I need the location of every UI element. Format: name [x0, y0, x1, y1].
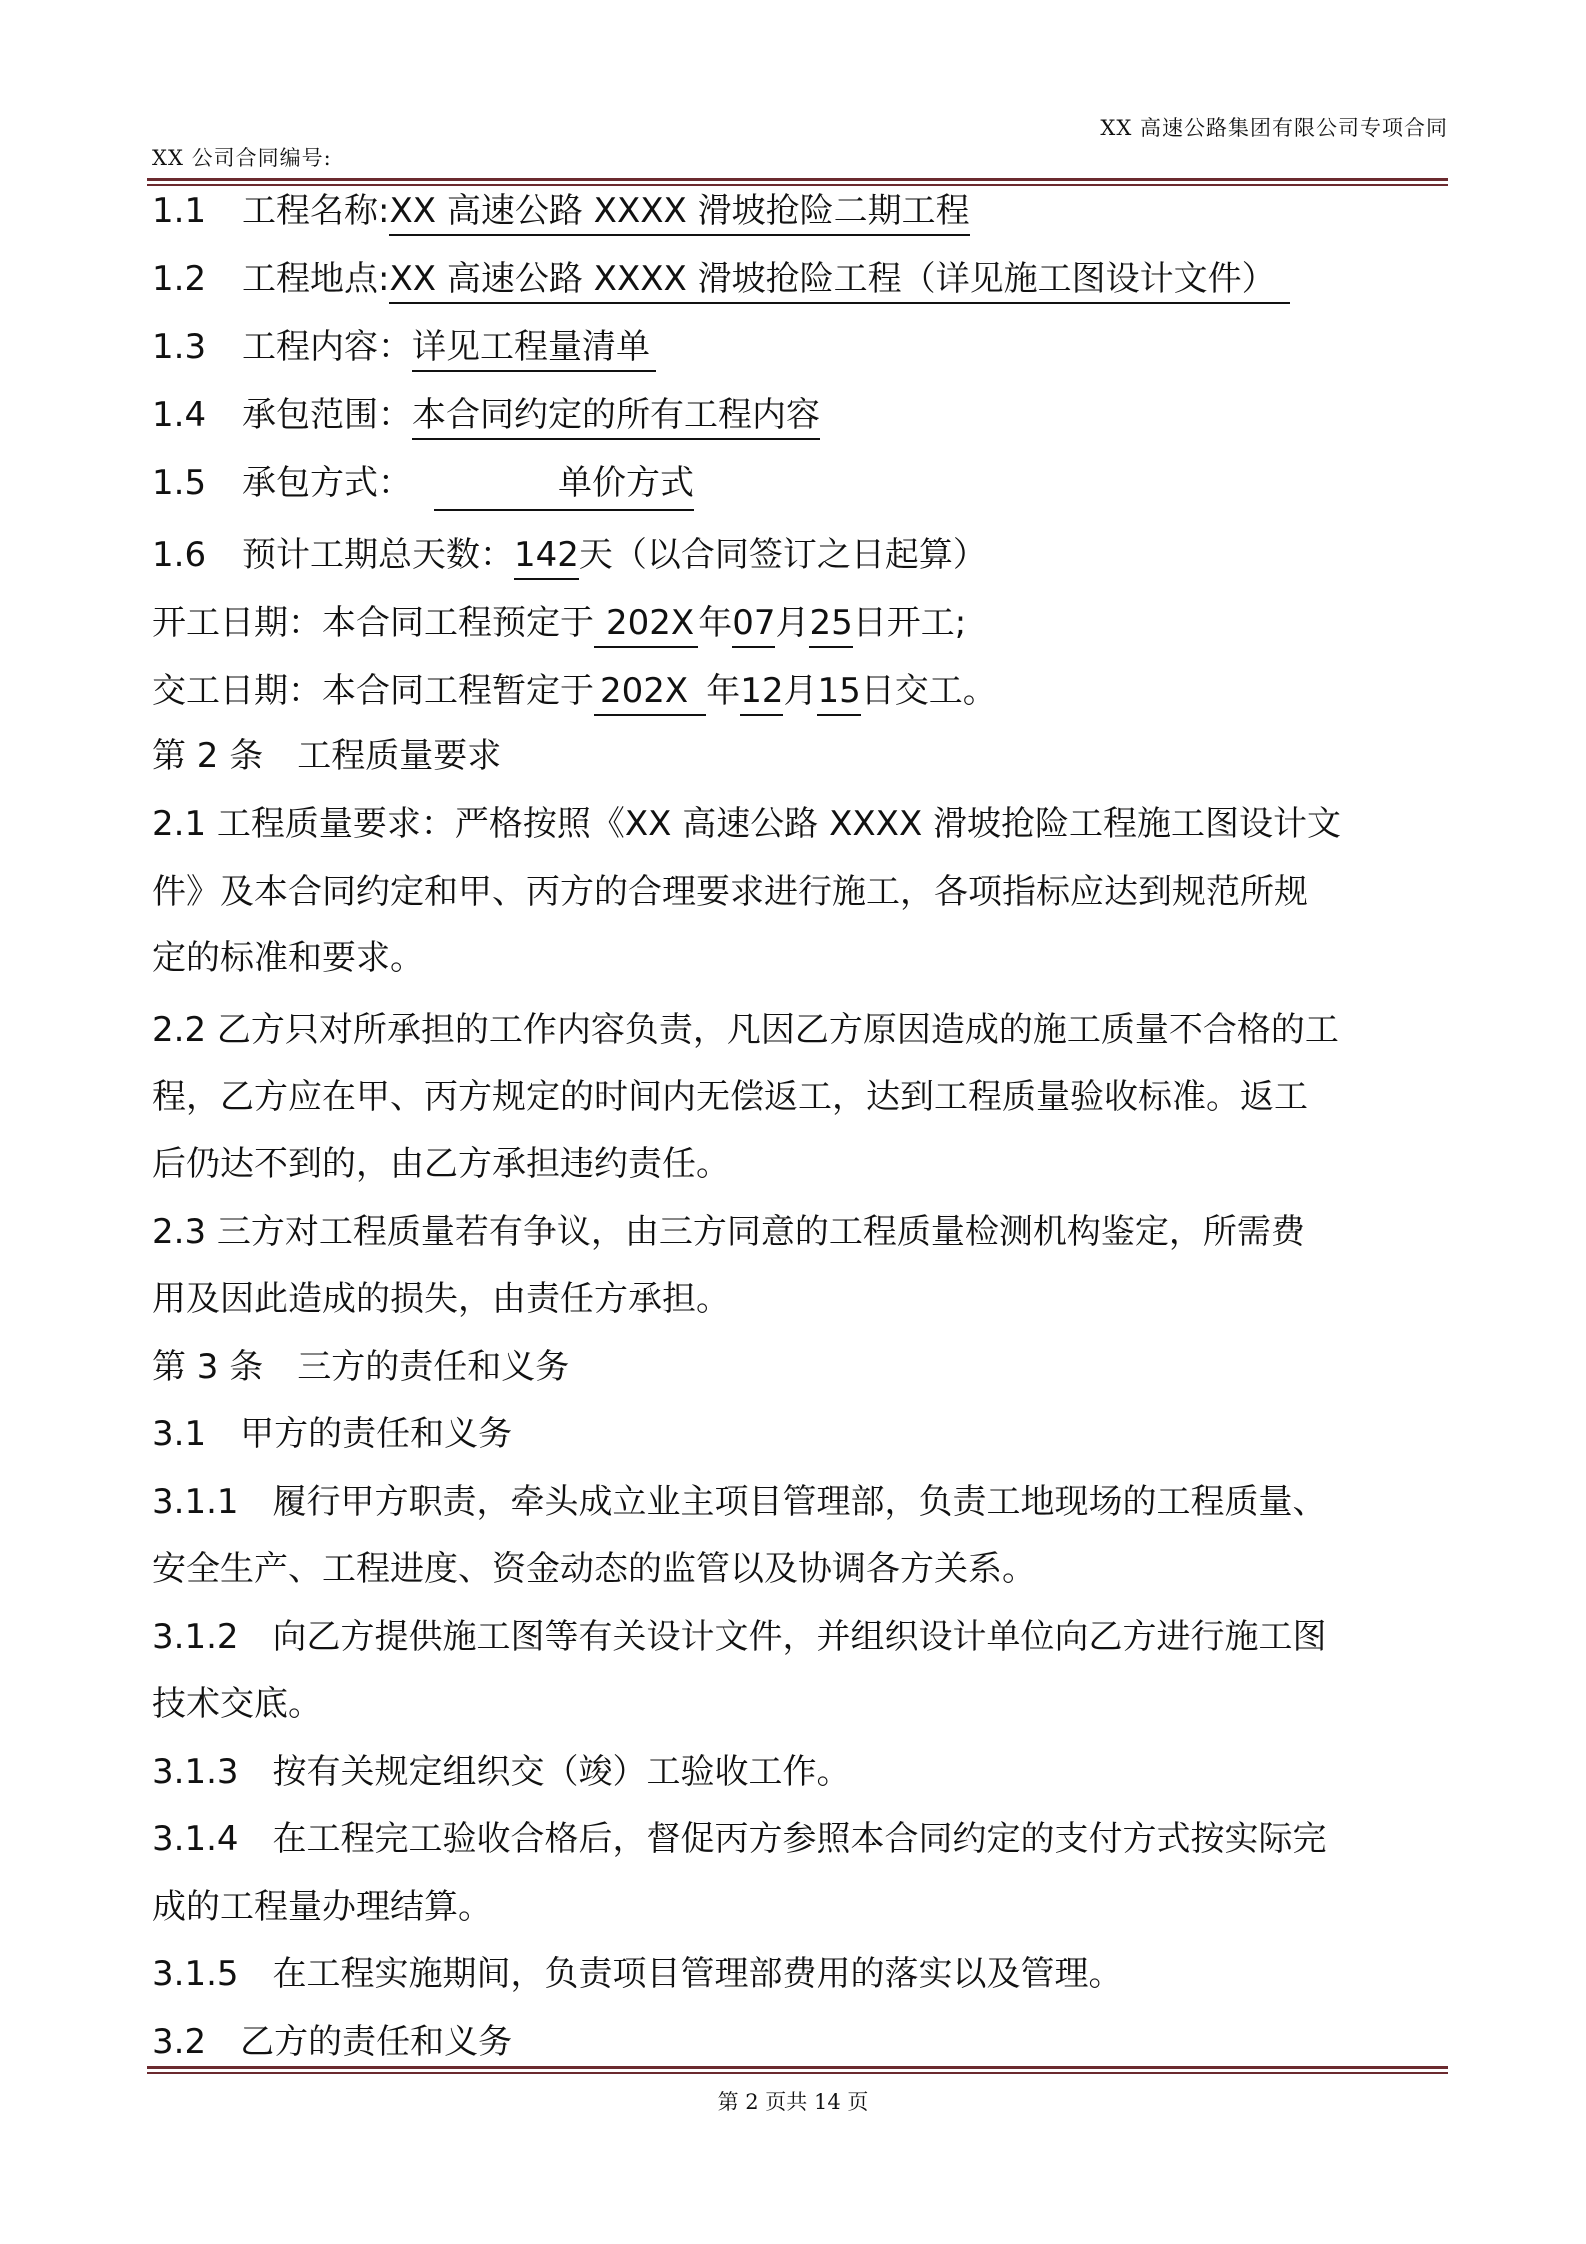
project-content-value: 详见工程量清单 — [412, 327, 656, 372]
body-line: 3.2 乙方的责任和义务 — [152, 2022, 513, 2062]
project-name-value: XX 高速公路 XXXX 滑坡抢险二期工程 — [389, 191, 969, 236]
year-unit: 年 — [706, 671, 741, 711]
section-heading-3: 第 3 条 三方的责任和义务 — [152, 1347, 570, 1387]
item-label: 工程名称: — [242, 191, 390, 231]
body-line: 3.1.4 在工程完工验收合格后，督促丙方参照本合同约定的支付方式按实际完 — [152, 1819, 1327, 1859]
start-year: 202X — [594, 603, 698, 648]
contract-method-value: 单价方式 — [434, 460, 694, 511]
item-number: 1.4 — [152, 395, 207, 435]
year-unit: 年 — [698, 603, 733, 643]
month-unit: 月 — [783, 671, 818, 711]
body-line: 成的工程量办理结算。 — [152, 1887, 492, 1927]
body-line: 3.1.2 向乙方提供施工图等有关设计文件，并组织设计单位向乙方进行施工图 — [152, 1617, 1327, 1657]
end-date-suffix: 日交工。 — [860, 671, 997, 711]
start-date-prefix: 开工日期：本合同工程预定于 — [152, 603, 594, 643]
body-line: 定的标准和要求。 — [152, 938, 424, 978]
footer-rule-thick — [147, 2066, 1448, 2069]
body-line: 2.2 乙方只对所承担的工作内容负责，凡因乙方原因造成的施工质量不合格的工 — [152, 1010, 1339, 1050]
total-days-suffix: 天（以合同签订之日起算） — [578, 535, 987, 575]
contract-scope-value: 本合同约定的所有工程内容 — [412, 395, 820, 440]
item-1-6 — [152, 532, 987, 578]
end-month: 12 — [740, 671, 783, 716]
month-unit: 月 — [775, 603, 810, 643]
start-date-suffix: 日开工; — [852, 603, 967, 643]
body-line: 用及因此造成的损失，由责任方承担。 — [152, 1279, 730, 1319]
item-number: 1.6 — [152, 535, 207, 575]
end-date-prefix: 交工日期：本合同工程暂定于 — [152, 671, 594, 711]
item-1-4 — [152, 392, 820, 438]
item-number: 1.1 — [152, 191, 207, 231]
total-days-value: 142 — [514, 535, 579, 580]
header-rule-thin — [147, 184, 1448, 186]
body-line: 2.1 工程质量要求：严格按照《XX 高速公路 XXXX 滑坡抢险工程施工图设计文 — [152, 804, 1342, 844]
start-day: 25 — [809, 603, 852, 648]
body-line: 3.1.3 按有关规定组织交（竣）工验收工作。 — [152, 1752, 851, 1792]
body-line: 3.1 甲方的责任和义务 — [152, 1414, 513, 1454]
body-line: 件》及本合同约定和甲、丙方的合理要求进行施工，各项指标应达到规范所规 — [152, 872, 1308, 912]
body-line: 2.3 三方对工程质量若有争议，由三方同意的工程质量检测机构鉴定，所需费 — [152, 1212, 1305, 1252]
footer-rule-thin — [147, 2072, 1448, 2074]
header-contract-title: XX 高速公路集团有限公司专项合同 — [1100, 116, 1448, 140]
section-heading-2: 第 2 条 工程质量要求 — [152, 736, 502, 776]
body-line: 安全生产、工程进度、资金动态的监管以及协调各方关系。 — [152, 1549, 1036, 1589]
item-label: 工程内容： — [242, 327, 412, 367]
item-label: 工程地点: — [242, 259, 390, 299]
project-location-value: XX 高速公路 XXXX 滑坡抢险工程（详见施工图设计文件） — [389, 259, 1289, 304]
body-line: 3.1.1 履行甲方职责，牵头成立业主项目管理部，负责工地现场的工程质量、 — [152, 1482, 1327, 1522]
item-label: 承包方式： — [242, 463, 412, 503]
item-1-2 — [152, 256, 1290, 302]
item-number: 1.3 — [152, 327, 207, 367]
item-number: 1.5 — [152, 463, 207, 503]
end-year: 202X — [594, 671, 706, 716]
item-1-3 — [152, 324, 656, 370]
item-number: 1.2 — [152, 259, 207, 299]
body-line: 3.1.5 在工程实施期间，负责项目管理部费用的落实以及管理。 — [152, 1954, 1123, 1994]
body-line: 程，乙方应在甲、丙方规定的时间内无偿返工，达到工程质量验收标准。返工 — [152, 1077, 1308, 1117]
page-number: 第 2 页共 14 页 — [717, 2090, 869, 2114]
header-contract-number-label: XX 公司合同编号: — [152, 146, 332, 170]
end-date-line — [152, 668, 997, 714]
start-month: 07 — [732, 603, 775, 648]
end-day: 15 — [817, 671, 860, 716]
item-1-5 — [152, 460, 694, 511]
item-label: 承包范围： — [242, 395, 412, 435]
item-1-1 — [152, 188, 970, 234]
body-line: 技术交底。 — [152, 1684, 322, 1724]
start-date-line — [152, 600, 966, 646]
header-rule-thick — [147, 178, 1448, 181]
item-label: 预计工期总天数： — [242, 535, 514, 575]
body-line: 后仍达不到的，由乙方承担违约责任。 — [152, 1144, 730, 1184]
